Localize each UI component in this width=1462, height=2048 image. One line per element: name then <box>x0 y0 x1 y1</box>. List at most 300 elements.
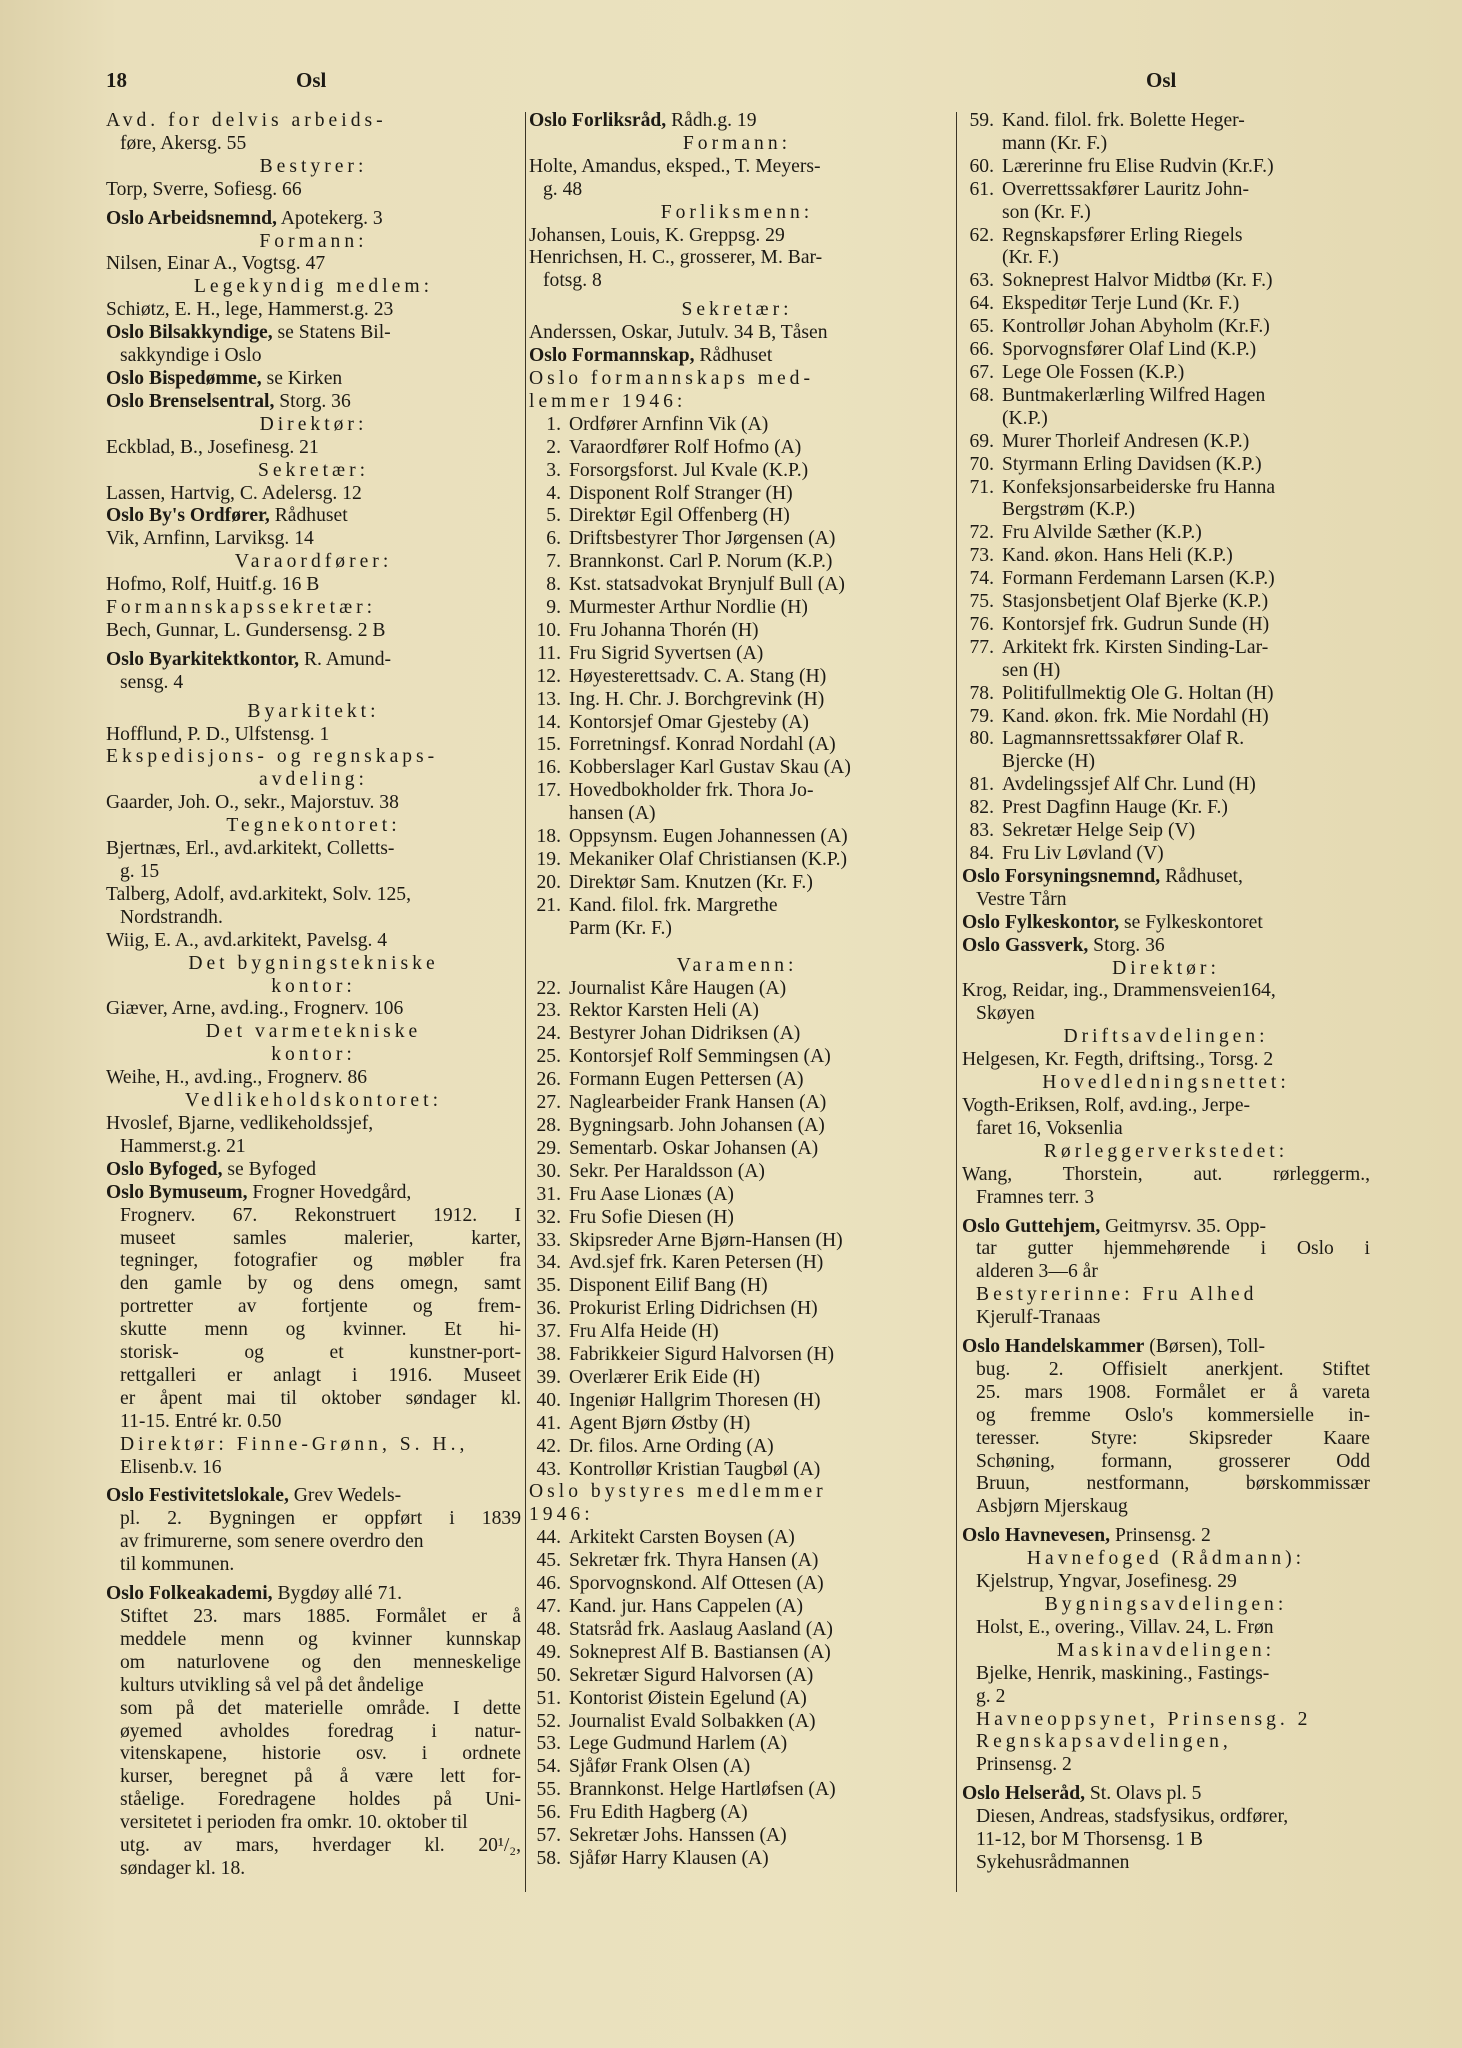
varamenn-heading: Varamenn: <box>676 954 798 976</box>
entry-line <box>106 1205 521 1228</box>
entry-text: Byarkitekt: <box>247 700 380 722</box>
entry-line <box>106 1090 521 1113</box>
entry-line <box>962 1261 1370 1284</box>
item-text: Kand. økon. Hans Heli (K.P.) <box>1002 545 1233 567</box>
item-text: Murmester Arthur Nordlie (H) <box>569 597 808 619</box>
entry-line <box>106 1554 521 1577</box>
list-item <box>529 712 945 735</box>
list-item <box>962 728 1370 751</box>
entry-line <box>529 202 945 225</box>
entry-text: Sykehusrådmannen <box>976 1851 1130 1873</box>
item-number: 67. <box>969 361 994 383</box>
item-number: 48. <box>536 1618 561 1640</box>
entry-line <box>106 884 521 907</box>
entry-text: sensg. 4 <box>120 671 184 693</box>
entry-line <box>106 838 521 861</box>
running-head-right: Osl <box>1146 68 1177 92</box>
item-number: 65. <box>969 316 994 338</box>
entry-text: Helgesen, Kr. Fegth, driftsing., Torsg. 2 <box>962 1049 1274 1071</box>
entry-text: Avd. for delvis arbeids- <box>106 110 387 131</box>
entry-line <box>529 345 945 368</box>
entry-line <box>106 231 521 254</box>
item-number: 41. <box>536 1412 561 1434</box>
entry-heading: Oslo By's Ordfører, <box>106 505 270 527</box>
entry-line <box>962 1428 1370 1451</box>
entry-line <box>962 1382 1370 1405</box>
item-text: Oppsynsm. Eugen Johannessen (A) <box>569 826 848 848</box>
entry-text: Storg. 36 <box>1088 934 1165 956</box>
entry-text: Rådhuset <box>694 345 773 367</box>
entry-text: alderen 3—6 år <box>976 1261 1098 1283</box>
entry-line <box>106 1342 521 1365</box>
item-text: Sekretær Sigurd Halvorsen (A) <box>569 1664 814 1686</box>
entry-text: Henrichsen, H. C., grosserer, M. Bar- <box>529 247 823 269</box>
item-number: 11. <box>537 642 561 664</box>
item-text-continued: mann (Kr. F.) <box>1002 132 1108 154</box>
formannskap-members-list <box>529 414 945 941</box>
list-item <box>529 1367 945 1390</box>
entry-text: Rådh.g. 19 <box>666 110 757 131</box>
item-number: 83. <box>969 820 994 842</box>
list-item <box>529 1046 945 1069</box>
entry-line <box>106 1721 521 1744</box>
list-item <box>529 1619 945 1642</box>
entry-text: Vestre Tårn <box>976 888 1067 910</box>
list-item <box>529 1711 945 1734</box>
entry-text: til kommunen. <box>120 1554 235 1576</box>
entry-text: kulturs utvikling så vel på det åndelige <box>120 1674 424 1696</box>
entry-text: søndager kl. 18. <box>120 1857 246 1879</box>
item-number: 9. <box>546 597 561 619</box>
item-text: Kand. filol. frk. Bolette Heger- <box>1002 110 1245 131</box>
entry-text: Holte, Amandus, eksped., T. Meyers- <box>529 155 821 177</box>
column-3 <box>962 110 1370 1875</box>
list-item <box>529 1115 945 1138</box>
list-item <box>529 1298 945 1321</box>
item-text: Formann Ferdemann Larsen (K.P.) <box>1002 568 1275 590</box>
item-number: 59. <box>969 110 994 131</box>
item-text: Skipsreder Arne Bjørn-Hansen (H) <box>569 1229 843 1251</box>
item-number: 3. <box>546 459 561 481</box>
entry-heading: Oslo Bispedømme, <box>106 367 262 389</box>
entry-text: Oslo formannskaps med- <box>529 367 814 389</box>
entry-heading: Oslo Byarkitektkontor, <box>106 648 300 670</box>
entry-line <box>106 322 521 345</box>
item-text: Brannkonst. Carl P. Norum (K.P.) <box>569 551 833 573</box>
item-text: Sporvognskond. Alf Ottesen (A) <box>569 1573 824 1595</box>
varamenn-list <box>529 978 945 1482</box>
entry-text: vitenskapene, historie osv. i ordnete <box>120 1743 521 1765</box>
item-number: 37. <box>536 1321 561 1343</box>
entry-text: Hvoslef, Bjarne, vedlikeholdssjef, <box>106 1112 374 1134</box>
item-number: 23. <box>536 1000 561 1022</box>
entry-line <box>962 980 1370 1003</box>
entry-line <box>106 1228 521 1251</box>
entry-text: Giæver, Arne, avd.ing., Frognerv. 106 <box>106 998 404 1020</box>
list-item <box>962 110 1370 133</box>
entry-line <box>962 912 1370 935</box>
entry-line <box>106 1766 521 1789</box>
item-number: 53. <box>536 1733 561 1755</box>
item-number: 28. <box>536 1114 561 1136</box>
entry-line <box>529 156 945 179</box>
item-text: Fru Alvilde Sæther (K.P.) <box>1002 522 1202 544</box>
entry-text: Bjertnæs, Erl., avd.arkitekt, Colletts- <box>106 838 395 860</box>
entry-text: meddele menn og kvinner kunnskap <box>120 1628 521 1650</box>
entry-line <box>106 597 521 620</box>
item-text-continued: son (Kr. F.) <box>1002 201 1091 223</box>
entry-line <box>529 179 945 202</box>
entry-text: storisk- og et kunstner-port- <box>120 1342 521 1364</box>
entry-line <box>106 769 521 792</box>
entry-line <box>106 815 521 838</box>
entry-text: Wang, Thorstein, aut. rørleggerm., <box>962 1163 1370 1185</box>
entry-text: lemmer 1946: <box>529 390 687 412</box>
item-text: Politifullmektig Ole G. Holtan (H) <box>1002 682 1274 704</box>
item-number: 64. <box>969 293 994 315</box>
entry-text: fotsg. 8 <box>543 270 602 292</box>
list-item <box>962 591 1370 614</box>
item-text: Disponent Eilif Bang (H) <box>569 1275 768 1297</box>
entry-line <box>106 724 521 747</box>
entry-line <box>962 1284 1370 1307</box>
list-item <box>529 1207 945 1230</box>
entry-line <box>106 437 521 460</box>
entry-text: Direktør: <box>259 413 368 435</box>
item-text: Forsorgsforst. Jul Kvale (K.P.) <box>569 459 809 481</box>
entry-text: Schøning, formann, grosserer Odd <box>976 1450 1370 1472</box>
list-item <box>529 574 945 597</box>
item-number: 24. <box>536 1023 561 1045</box>
list-item <box>529 1069 945 1092</box>
entry-text: Tegnekontoret: <box>226 815 401 837</box>
item-text: Stasjonsbetjent Olaf Bjerke (K.P.) <box>1002 591 1269 613</box>
entry-line <box>106 1789 521 1812</box>
entry-heading: Oslo Guttehjem, <box>962 1215 1101 1237</box>
item-text: Avdelingssjef Alf Chr. Lund (H) <box>1002 774 1256 796</box>
entry-line <box>106 1858 521 1881</box>
entry-heading: Oslo Havnevesen, <box>962 1525 1111 1547</box>
entry-line <box>962 1164 1370 1187</box>
item-text: Driftsbestyrer Thor Jørgensen (A) <box>569 528 836 550</box>
entry-line <box>962 1709 1370 1732</box>
entry-line <box>962 1731 1370 1754</box>
item-number: 40. <box>536 1389 561 1411</box>
list-item <box>529 734 945 757</box>
item-text: Arkitekt frk. Kirsten Sinding-Lar- <box>1002 636 1269 658</box>
entry-line <box>106 1273 521 1296</box>
entry-line <box>106 1531 521 1554</box>
item-text: Sekretær Helge Seip (V) <box>1002 820 1196 842</box>
entry-line <box>962 1617 1370 1640</box>
entry-text: Forliksmenn: <box>660 201 814 223</box>
entry-line <box>106 345 521 368</box>
entry-text: Ekspedisjons- og regnskaps- <box>106 746 439 768</box>
list-item <box>962 706 1370 729</box>
entry-line <box>106 620 521 643</box>
list-item <box>529 757 945 780</box>
item-text: Regnskapsfører Erling Riegels <box>1002 224 1243 246</box>
entry-text: Bestyrer: <box>259 155 368 177</box>
entry-line <box>106 1388 521 1411</box>
entry-line <box>529 322 945 345</box>
entry-text: se Kirken <box>261 367 343 389</box>
entry-line <box>529 368 945 391</box>
entry-text: ståelige. Foredragene holdes på Uni- <box>120 1789 521 1811</box>
entry-line <box>962 1072 1370 1095</box>
list-item <box>529 826 945 849</box>
item-number: 46. <box>536 1573 561 1595</box>
entry-text: kurser, beregnet på å være lett for- <box>120 1766 521 1788</box>
list-item <box>529 1825 945 1848</box>
entry-text: av frimurerne, som senere overdro den <box>120 1531 424 1553</box>
item-text: Buntmakerlærling Wilfred Hagen <box>1002 384 1266 406</box>
entry-line <box>106 414 521 437</box>
list-item <box>529 505 945 528</box>
item-text: Lege Ole Fossen (K.P.) <box>1002 361 1185 383</box>
item-text: Prest Dagfinn Hauge (Kr. F.) <box>1002 797 1228 819</box>
item-number: 25. <box>536 1046 561 1068</box>
entry-line <box>962 1852 1370 1875</box>
item-number: 4. <box>546 482 561 504</box>
col2-entries <box>529 110 945 414</box>
entry-text: Wiig, E. A., avd.arkitekt, Pavelsg. 4 <box>106 929 388 951</box>
item-number: 75. <box>969 591 994 613</box>
item-text: Brannkonst. Helge Hartløfsen (A) <box>569 1779 836 1801</box>
item-number: 76. <box>969 613 994 635</box>
item-text: Journalist Kåre Haugen (A) <box>569 977 787 999</box>
entry-text: Hofflund, P. D., Ulfstensg. 1 <box>106 723 330 745</box>
entry-text: Anderssen, Oskar, Jutulv. 34 B, Tåsen <box>529 322 828 344</box>
bystyre-members-continued <box>962 110 1370 866</box>
list-item <box>962 156 1370 179</box>
entry-line <box>962 935 1370 958</box>
entry-line <box>106 1835 521 1858</box>
item-number: 58. <box>536 1847 561 1869</box>
entry-text: føre, Akersg. 55 <box>120 132 247 154</box>
item-number: 27. <box>536 1092 561 1114</box>
item-text: Direktør Egil Offenberg (H) <box>569 505 790 527</box>
list-item <box>529 1573 945 1596</box>
entry-line <box>106 672 521 695</box>
item-number: 5. <box>546 505 561 527</box>
list-item <box>529 872 945 895</box>
entry-text: om naturlovene og den menneskelige <box>120 1651 521 1673</box>
entry-heading: Oslo Gassverk, <box>962 934 1089 956</box>
entry-text: Storg. 36 <box>274 390 351 412</box>
list-item <box>529 1779 945 1802</box>
entry-heading: Oslo Handelskammer <box>962 1336 1145 1358</box>
item-text: Overlærer Erik Eide (H) <box>569 1366 760 1388</box>
item-text-continued: (Kr. F.) <box>1002 247 1059 269</box>
entry-text: Schiøtz, E. H., lege, Hammerst.g. 23 <box>106 299 394 321</box>
entry-line <box>106 930 521 953</box>
entry-line <box>106 746 521 769</box>
item-number: 21. <box>536 894 561 916</box>
item-text: Dr. filos. Arne Ording (A) <box>569 1435 774 1457</box>
entry-line <box>962 1405 1370 1428</box>
item-text: Lagmannsrettssakfører Olaf R. <box>1002 728 1245 750</box>
entry-line <box>962 1336 1370 1359</box>
list-item <box>962 820 1370 843</box>
item-number: 39. <box>536 1366 561 1388</box>
list-item <box>529 1413 945 1436</box>
running-head-left: Osl <box>296 68 327 92</box>
item-number: 35. <box>536 1275 561 1297</box>
item-number: 22. <box>536 977 561 999</box>
entry-text: se Byfoged <box>222 1158 317 1180</box>
entry-text: Rådhuset, <box>1160 865 1243 887</box>
list-item <box>529 1550 945 1573</box>
item-text-continued: hansen (A) <box>569 803 656 825</box>
entry-line <box>962 1118 1370 1141</box>
entry-line <box>106 1485 521 1508</box>
entry-heading: Oslo Forliksråd, <box>529 110 667 131</box>
entry-line <box>962 1663 1370 1686</box>
entry-heading: Oslo Forsyningsnemnd, <box>962 865 1161 887</box>
entry-text: se Statens Bil- <box>272 322 391 344</box>
list-item <box>962 797 1370 820</box>
list-item <box>962 316 1370 339</box>
item-number: 42. <box>536 1435 561 1457</box>
item-number: 55. <box>536 1779 561 1801</box>
list-item <box>962 385 1370 408</box>
list-item <box>529 1802 945 1825</box>
list-item <box>529 1596 945 1619</box>
item-number: 36. <box>536 1298 561 1320</box>
item-text: Prokurist Erling Didrichsen (H) <box>569 1298 818 1320</box>
entry-text: Regnskapsavdelingen, <box>976 1731 1232 1753</box>
item-number: 49. <box>536 1641 561 1663</box>
entry-line <box>962 1783 1370 1806</box>
entry-line <box>106 1136 521 1159</box>
list-item <box>529 551 945 574</box>
item-text: Varaordfører Rolf Hofmo (A) <box>569 436 802 458</box>
entry-line <box>106 861 521 884</box>
item-number: 29. <box>536 1137 561 1159</box>
entry-line <box>106 1629 521 1652</box>
item-number: 31. <box>536 1183 561 1205</box>
item-text: Ekspeditør Terje Lund (Kr. F.) <box>1002 293 1240 315</box>
item-text: Fru Johanna Thorén (H) <box>569 619 759 641</box>
item-number: 10. <box>536 619 561 641</box>
list-item <box>529 978 945 1001</box>
list-item <box>529 1344 945 1367</box>
item-text: Formann Eugen Pettersen (A) <box>569 1069 804 1091</box>
item-text: Naglearbeider Frank Hansen (A) <box>569 1092 827 1114</box>
item-number: 63. <box>969 270 994 292</box>
list-item <box>962 454 1370 477</box>
item-number: 80. <box>969 728 994 750</box>
entry-line <box>106 1113 521 1136</box>
item-text: Kobberslager Karl Gustav Skau (A) <box>569 757 851 779</box>
entry-text: 25. mars 1908. Formålet er å vareta <box>976 1381 1370 1403</box>
item-number: 79. <box>969 705 994 727</box>
entry-line <box>962 1216 1370 1239</box>
entry-text: Lassen, Hartvig, C. Adelersg. 12 <box>106 482 362 504</box>
list-item <box>529 849 945 872</box>
item-number: 20. <box>536 871 561 893</box>
entry-line <box>962 1594 1370 1617</box>
item-text: Sekretær Johs. Hanssen (A) <box>569 1825 787 1847</box>
entry-text: sakkyndige i Oslo <box>120 345 262 367</box>
entry-line <box>106 156 521 179</box>
list-item <box>529 1252 945 1275</box>
entry-text: Diesen, Andreas, stadsfysikus, ordfører, <box>976 1806 1289 1828</box>
entry-line <box>106 1067 521 1090</box>
item-number: 15. <box>536 734 561 756</box>
item-number: 33. <box>536 1229 561 1251</box>
item-text: Sokneprest Halvor Midtbø (Kr. F.) <box>1002 270 1273 292</box>
list-item <box>529 1527 945 1550</box>
item-text: Ing. H. Chr. J. Borchgrevink (H) <box>569 688 825 710</box>
entry-line <box>962 1141 1370 1164</box>
entry-line <box>962 866 1370 889</box>
list-item <box>529 460 945 483</box>
entry-text: g. 48 <box>543 178 583 200</box>
entry-text: Driftsavdelingen: <box>1063 1026 1269 1048</box>
entry-text: som på det materielle område. I dette <box>120 1697 521 1719</box>
list-item <box>529 1756 945 1779</box>
item-number: 32. <box>536 1206 561 1228</box>
item-number: 52. <box>536 1710 561 1732</box>
entry-text: versitetet i perioden fra omkr. 10. oktober til <box>120 1812 468 1834</box>
entry-line <box>106 505 521 528</box>
entry-text: Havneoppsynet, Prinsensg. 2 <box>976 1708 1312 1730</box>
list-item <box>962 637 1370 660</box>
entry-text: Frognerv. 67. Rekonstruert 1912. I <box>120 1204 521 1226</box>
entry-text: Direktør: Finne-Grønn, S. H., <box>120 1433 469 1455</box>
col3-entries <box>962 866 1370 1875</box>
entry-text: Kjelstrup, Yngvar, Josefinesg. 29 <box>976 1571 1237 1593</box>
list-item <box>962 683 1370 706</box>
entry-text: Framnes terr. 3 <box>976 1186 1095 1208</box>
entry-line <box>106 1606 521 1629</box>
entry-heading: Oslo Helseråd, <box>962 1783 1085 1805</box>
entry-line <box>962 1095 1370 1118</box>
item-number: 45. <box>536 1550 561 1572</box>
list-item <box>529 1023 945 1046</box>
entry-text: Hovedledningsnettet: <box>1042 1072 1290 1094</box>
entry-line <box>962 1686 1370 1709</box>
item-number: 47. <box>536 1596 561 1617</box>
list-item <box>529 1390 945 1413</box>
column-2 <box>529 110 945 1871</box>
entry-line <box>106 551 521 574</box>
list-item <box>529 895 945 918</box>
column-1 <box>106 110 521 1881</box>
item-text: Lærerinne fru Elise Rudvin (Kr.F.) <box>1002 155 1274 177</box>
item-number: 51. <box>536 1687 561 1709</box>
list-item <box>962 431 1370 454</box>
entry-line <box>529 299 945 322</box>
entry-line <box>106 483 521 506</box>
item-text-continued: Bergstrøm (K.P.) <box>1002 499 1135 521</box>
list-item <box>529 597 945 620</box>
item-text: Direktør Sam. Knutzen (Kr. F.) <box>569 871 813 893</box>
entry-line <box>106 1812 521 1835</box>
item-number: 57. <box>536 1825 561 1847</box>
item-text: Kand. økon. frk. Mie Nordahl (H) <box>1002 705 1269 727</box>
entry-text: Havnefoged (Rådmann): <box>1026 1548 1306 1570</box>
list-item <box>962 545 1370 568</box>
entry-line <box>106 1508 521 1531</box>
item-number: 77. <box>969 636 994 658</box>
item-text: Fru Sigrid Syvertsen (A) <box>569 642 764 664</box>
entry-line <box>106 701 521 724</box>
entry-text: Torp, Sverre, Sofiesg. 66 <box>106 178 302 200</box>
item-text: Sporvognsfører Olaf Lind (K.P.) <box>1002 339 1257 361</box>
